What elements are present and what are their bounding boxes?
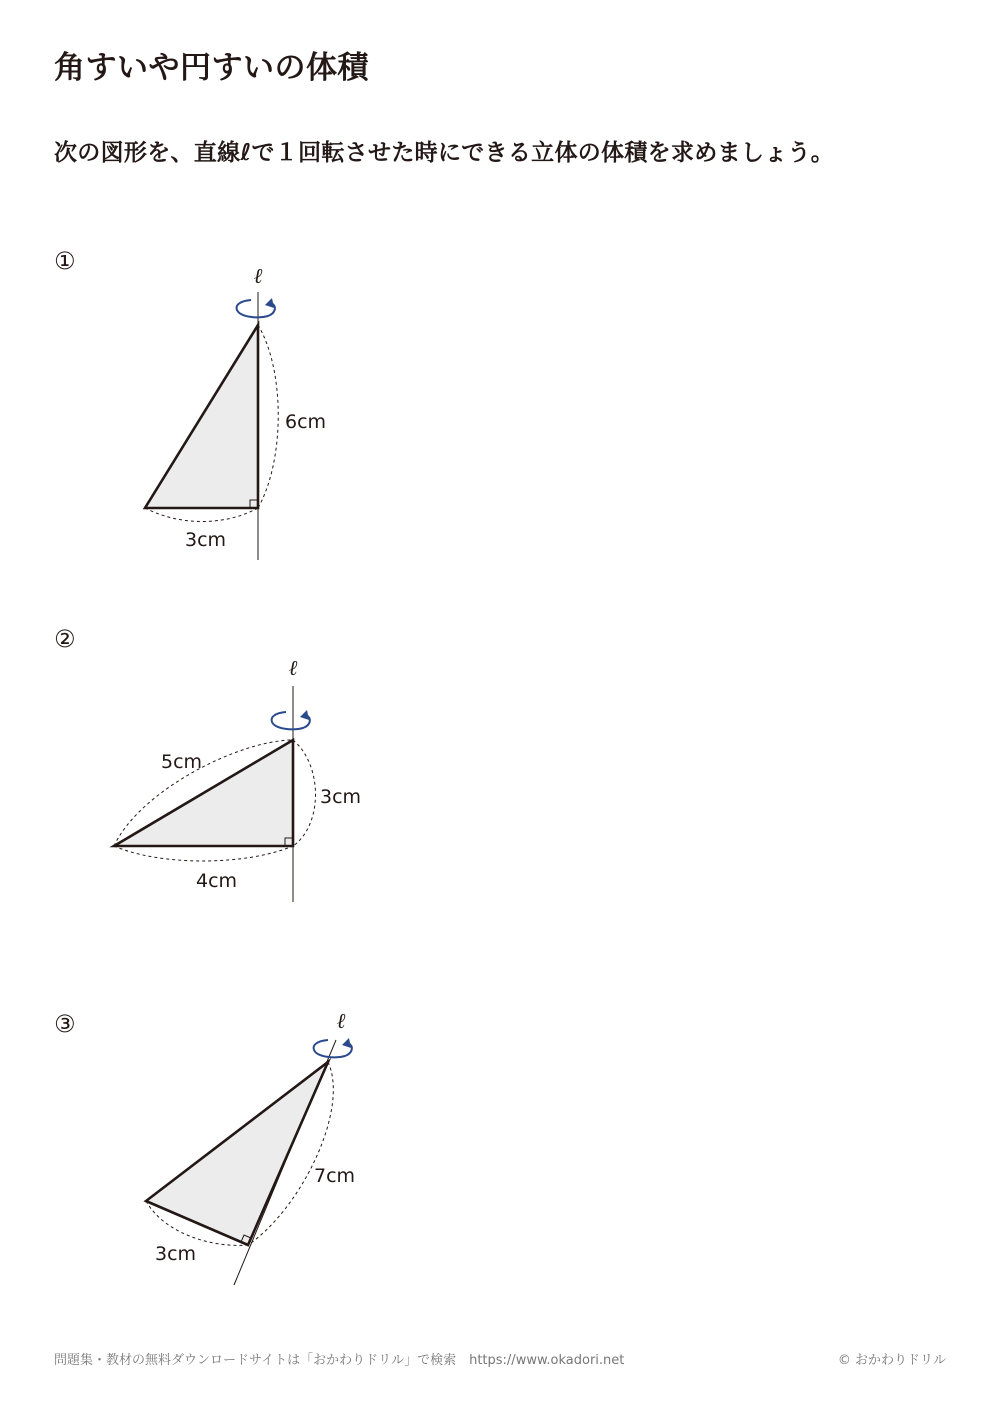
- label-side-b: 4cm: [196, 870, 238, 892]
- axis-label: ℓ: [288, 656, 298, 680]
- footer-text: 問題集・教材の無料ダウンロードサイトは「おかわりドリル」で検索 https://www.okadori.net: [54, 1353, 625, 1368]
- page-title: 角すいや円すいの体積: [54, 50, 369, 86]
- label-side-b: 3cm: [185, 529, 227, 551]
- footer-copyright: © おかわりドリル: [837, 1353, 946, 1368]
- triangle: [146, 1062, 328, 1245]
- label-side-a: 6cm: [285, 411, 327, 433]
- problem-3-number: ③: [54, 1010, 76, 1038]
- axis-label: ℓ: [336, 1009, 346, 1033]
- instruction-text: 次の図形を、直線ℓで１回転させた時にできる立体の体積を求めましょう。: [54, 140, 835, 166]
- problem-1-number: ①: [54, 247, 76, 275]
- label-side-a: 3cm: [320, 786, 362, 808]
- label-hypotenuse: 5cm: [161, 751, 203, 773]
- label-side-a: 7cm: [314, 1165, 356, 1187]
- axis-label: ℓ: [253, 264, 263, 288]
- label-side-b: 3cm: [155, 1243, 197, 1265]
- problem-2-number: ②: [54, 625, 76, 653]
